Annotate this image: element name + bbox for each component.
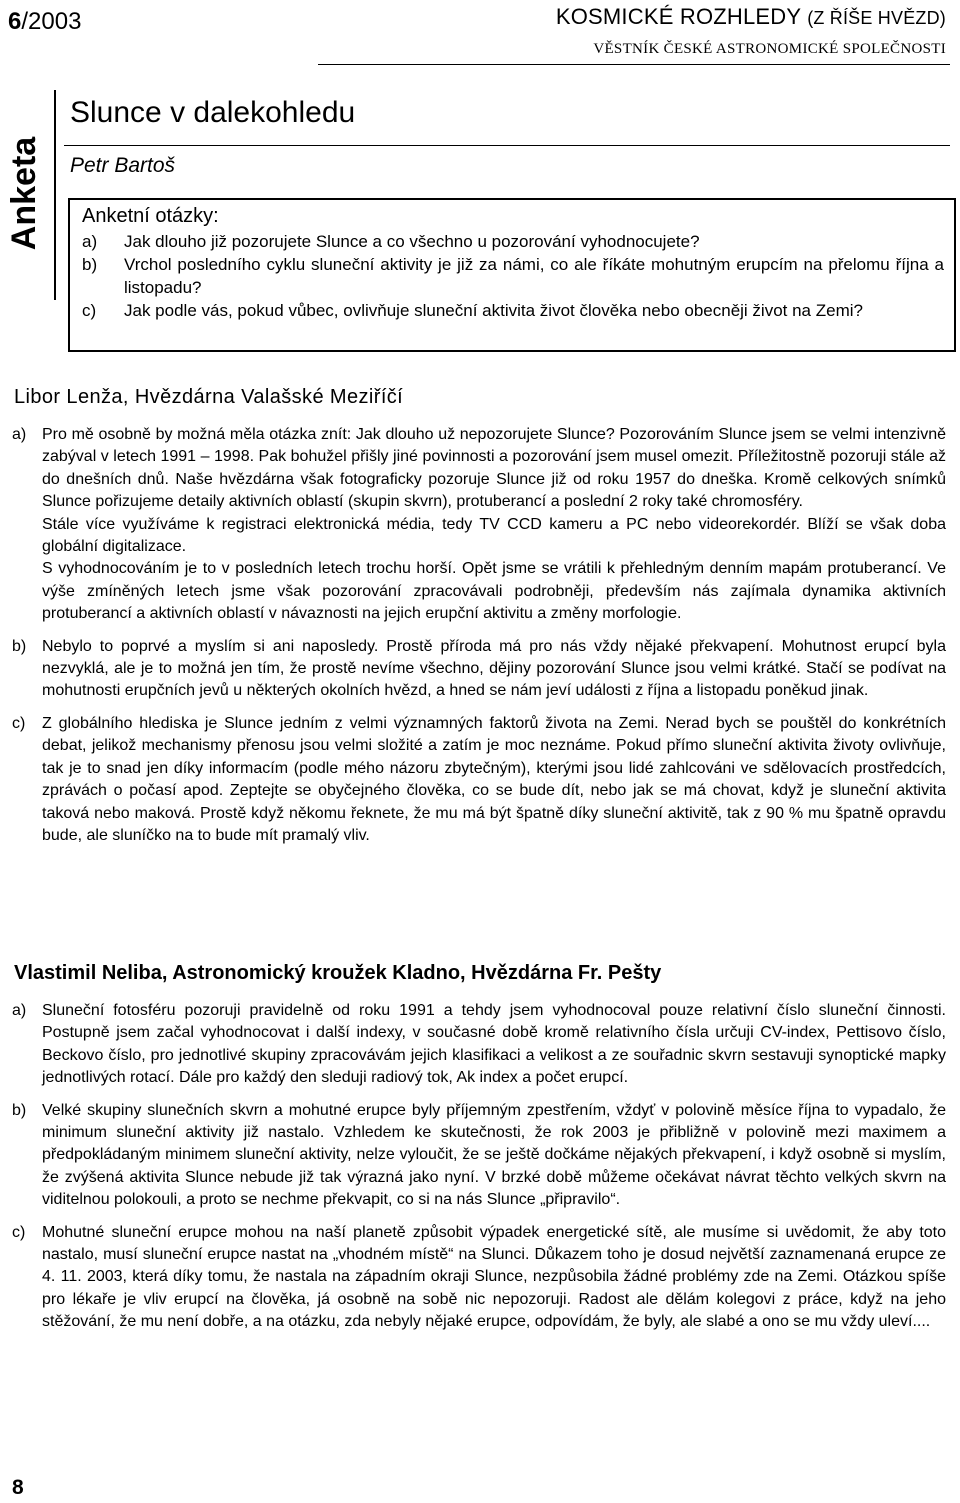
- answer-item: [12, 424, 946, 626]
- answer-paragraph: Pro mě osobně by možná měla otázka znít: Jak dlouho už nepozorujete Slunce? Pozorováním Slunce jsem se velmi intenzivně zabýval v letech 1991 – 1998. Pak bohužel přišly jiné povinnosti a pozorování jsem musel omezit. Příležitostně pozoruji stále až do dnešních dnů. Naše hvězdárna však fotograficky pozoruje Slunce již od roku 1957 do dneška. Kromě celkových snímků Slunce pořizujeme detaily aktivních oblastí (skupin skvrn), protuberancí a poslední 2 roky také chromosféry.: [42, 426, 946, 511]
- answer-item: [12, 1100, 946, 1212]
- answer-label: a): [12, 426, 27, 443]
- answer-text: [42, 1100, 946, 1212]
- magazine-title-sub: (Z ŘÍŠE HVĚZD): [807, 8, 946, 28]
- page-number: 8: [12, 1476, 24, 1499]
- question-item: [82, 230, 944, 253]
- answer-paragraph: Stále více využíváme k registraci elektronická média, tedy TV CCD kameru a PC nebo videorekordér. Blíží se však doba globální digitalizace.: [42, 515, 946, 556]
- section-divider: [54, 90, 56, 300]
- answer-item: [12, 1222, 946, 1334]
- header-divider: [318, 64, 950, 65]
- question-item: [82, 299, 944, 322]
- answer-paragraph: Sluneční fotosféru pozoruji pravidelně od roku 1991 a tehdy jsem vyhodnocoval pouze relativní číslo sluneční činnosti. Postupně jsem začal vyhodnocovat i další indexy, v současné době kromě relativního čísla určuji CV-index, Pettisovo číslo, Beckovo číslo, pro jednotlivé skupiny zpracovávám jejich klasifikaci a velikost a ze souřadnic skvrn sestavuji synoptické mapky jednotlivých rotací. Dále pro každý den sleduji radiový tok, Ak index a počet erupcí.: [42, 1002, 946, 1087]
- answer-paragraph: Nebylo to poprvé a myslím si ani naposledy. Prostě příroda má pro nás vždy nějaké překvapení. Mohutnost erupcí byla nezvyklá, ale je to možná jen tím, že prostě nevíme všechno, dějiny pozorování Slunce jsou velmi krátké. Stačí se podívat na mohutnosti erupčních jevů u některých okolních hvězd, a hned se nám jeví události z října a listopadu poněkud jinak.: [42, 637, 946, 700]
- respondent-2-answers: [12, 1000, 946, 1344]
- question-text: Jak podle vás, pokud vůbec, ovlivňuje sluneční aktivita život člověka nebo obecněji život na Zemi?: [124, 301, 863, 320]
- respondent-1-name: Libor Lenža, Hvězdárna Valašské Meziříčí: [14, 386, 404, 408]
- answer-paragraph: S vyhodnocováním je to v posledních letech trochu horší. Opět jsme se vrátili k přehledným denním mapám protuberancí. Ve výše zmíněných letech jsme však pozorování zpracovávali podrobněji, především nás zajímala dynamika aktivních protuberancí a aktivních oblastí v návaznosti na jejich erupční aktivitu a změny morfologie.: [42, 560, 946, 623]
- answer-item: [12, 713, 946, 847]
- magazine-title: [556, 4, 946, 30]
- question-text: Vrchol posledního cyklu sluneční aktivity je již za námi, co ale říkáte mohutným erupcím na přelomu října a listopadu?: [124, 255, 944, 297]
- answer-item: [12, 1000, 946, 1090]
- bulletin-subtitle: VĚSTNÍK ČESKÉ ASTRONOMICKÉ SPOLEČNOSTI: [593, 41, 946, 57]
- respondent-2-name: Vlastimil Neliba, Astronomický kroužek Kladno, Hvězdárna Fr. Pešty: [14, 962, 662, 984]
- title-divider: [64, 145, 950, 146]
- magazine-title-main: KOSMICKÉ ROZHLEDY: [555, 4, 801, 29]
- answer-label: c): [12, 714, 26, 732]
- question-item: [82, 253, 944, 299]
- section-label-text: Anketa: [5, 136, 44, 250]
- issue-number: [8, 8, 81, 36]
- answer-label: b): [12, 1101, 27, 1119]
- question-label: a): [82, 232, 98, 251]
- issue-number-value: 6: [8, 8, 22, 35]
- answer-paragraph: Velké skupiny slunečních skvrn a mohutné erupce byly příjemným zpestřením, vždyť v polovině měsíce října to vypadalo, že minimum sluneční aktivity již nastalo. Vzhledem ke skutečnosti, že rok 2003 je přibližně v polovině mezi maximem a předpokládaným minimem sluneční aktivity, nelze vyloučit, že se ještě dočkáme nějakých překvapení, i když osobně si myslím, že zvýšená aktivita Slunce nebude již tak výrazná jako nyní. V brzké době můžeme očekávat návrat těchto velkých skvrn na viditelnou polokouli, a proto se nechme překvapit, co si na nás Slunce „připravilo“.: [42, 1101, 946, 1209]
- question-label: c): [82, 301, 97, 320]
- answer-text: [42, 713, 946, 847]
- answer-paragraph: Z globálního hlediska je Slunce jedním z velmi významných faktorů života na Zemi. Nerad bych se pouštěl do konkrétních debat, jelikož mechanismy přenosu jsou velmi složité a zatím je moc neznáme. Pokud přímo sluneční aktivita životy ovlivňuje, tak je to snad jen díky informacím (podle mého názoru zbytečným), kterými jsou lidé zahlcováni ve sdělovacích prostředcích, zprávách o počasí apod. Zeptejte se obyčejného člověka, co se bude dít, nebo jak se má chovat, když je sluneční aktivita taková nebo maková. Prostě když někomu řeknete, že mu má být špatně díky sluneční aktivitě, tak z 90 % mu špatně opravdu bude, ale sluníčko na to bude mít pramalý vliv.: [42, 714, 946, 844]
- answer-text: [42, 1000, 946, 1090]
- question-label: b): [82, 255, 98, 274]
- answer-text: [42, 1222, 946, 1334]
- respondent-1-answers: [12, 424, 946, 857]
- questions-heading: Anketní otázky:: [82, 205, 219, 227]
- answer-text: [42, 636, 946, 703]
- article-title: Slunce v dalekohledu: [70, 96, 356, 129]
- answer-paragraph: Mohutné sluneční erupce mohou na naší planetě způsobit výpadek energetické sítě, ale musíme si uvědomit, že aby toto nastalo, musí sluneční erupce nastat na „vhodném místě“ na Slunci. Důkazem toho je dosud největší zaznamenaná erupce ze 4. 11. 2003, která díky tomu, že nastala na západním okraji Slunce, nezpůsobila žádné problémy zde na Zemi. Otázkou spíše pro lékaře je vliv erupcí na člověka, já osobně na sobě nic nepozoruji. Radost ale dělám kolegovi z práce, když na jeho stěžování, že mu není dobře, a na otázku, zda nebyly nějaké erupce, odpovídám, že byly, ale slabé a ono se mu vždy uleví....: [42, 1223, 946, 1331]
- question-text: Jak dlouho již pozorujete Slunce a co všechno u pozorování vyhodnocujete?: [124, 232, 700, 251]
- answer-item: [12, 636, 946, 703]
- issue-year: /2003: [21, 8, 82, 35]
- article-author: Petr Bartoš: [70, 154, 176, 177]
- answer-label: a): [12, 1002, 27, 1019]
- questions-box: [68, 198, 956, 352]
- answer-text: [42, 424, 946, 626]
- section-label: [0, 88, 50, 298]
- answer-label: c): [12, 1223, 26, 1241]
- answer-label: b): [12, 637, 27, 655]
